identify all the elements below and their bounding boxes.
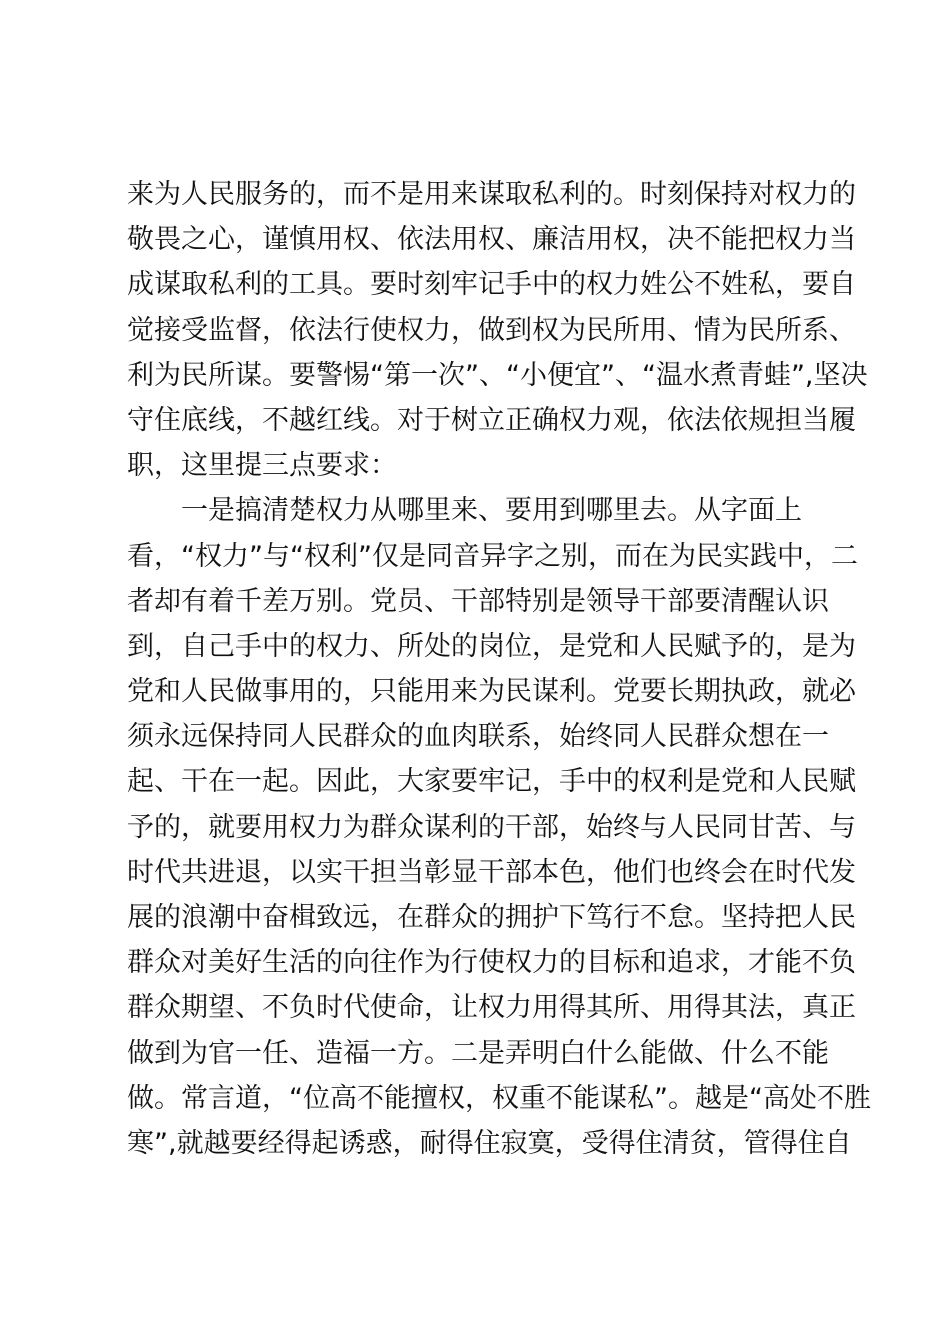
text-line: 党和人民做事用的，只能用来为民谋利。党要长期执政，就必 [127, 676, 856, 708]
text-line: 者却有着千差万别。党员、干部特别是领导干部要清醒认识 [127, 585, 829, 617]
text-line: 利为民所谋。要警惕“第一次”、“小便宜”、“温水煮青蛙”,坚决 [127, 359, 868, 391]
text-line: 觉接受监督，依法行使权力，做到权为民所用、情为民所系、 [127, 314, 856, 346]
text-line: 须永远保持同人民群众的血肉联系，始终同人民群众想在一 [127, 721, 829, 753]
paragraph-start-line: 一是搞清楚权力从哪里来、要用到哪里去。从字面上 [127, 495, 802, 527]
text-line: 起、干在一起。因此，大家要牢记，手中的权利是党和人民赋 [127, 766, 856, 798]
text-line: 做到为官一任、造福一方。二是弄明白什么能做、什么不能 [127, 1037, 829, 1069]
text-line: 到，自己手中的权力、所处的岗位，是党和人民赋予的，是为 [127, 630, 856, 662]
text-line: 守住底线，不越红线。对于树立正确权力观，依法依规担当履 [127, 404, 856, 436]
text-line: 职，这里提三点要求： [127, 450, 397, 482]
text-line: 寒”,就越要经得起诱惑，耐得住寂寞，受得住清贫，管得住自 [127, 1127, 852, 1159]
text-line: 展的浪潮中奋楫致远，在群众的拥护下笃行不怠。坚持把人民 [127, 902, 856, 933]
text-line: 来为人民服务的，而不是用来谋取私利的。时刻保持对权力的 [127, 179, 856, 210]
text-line: 成谋取私利的工具。要时刻牢记手中的权力姓公不姓私，要自 [127, 269, 856, 301]
text-line: 群众对美好生活的向往作为行使权力的目标和追求，才能不负 [127, 947, 856, 979]
text-line: 群众期望、不负时代使命，让权力用得其所、用得其法，真正 [127, 992, 856, 1024]
text-line: 做。常言道，“位高不能擅权，权重不能谋私”。越是“高处不胜 [127, 1082, 871, 1114]
text-line: 时代共进退，以实干担当彰显干部本色，他们也终会在时代发 [127, 856, 856, 888]
text-line: 敬畏之心，谨慎用权、依法用权、廉洁用权，决不能把权力当 [127, 224, 856, 256]
body-text [127, 172, 871, 1166]
text-line: 予的，就要用权力为群众谋利的干部，始终与人民同甘苦、与 [127, 811, 856, 843]
text-line: 看，“权力”与“权利”仅是同音异字之别，而在为民实践中，二 [127, 540, 858, 572]
